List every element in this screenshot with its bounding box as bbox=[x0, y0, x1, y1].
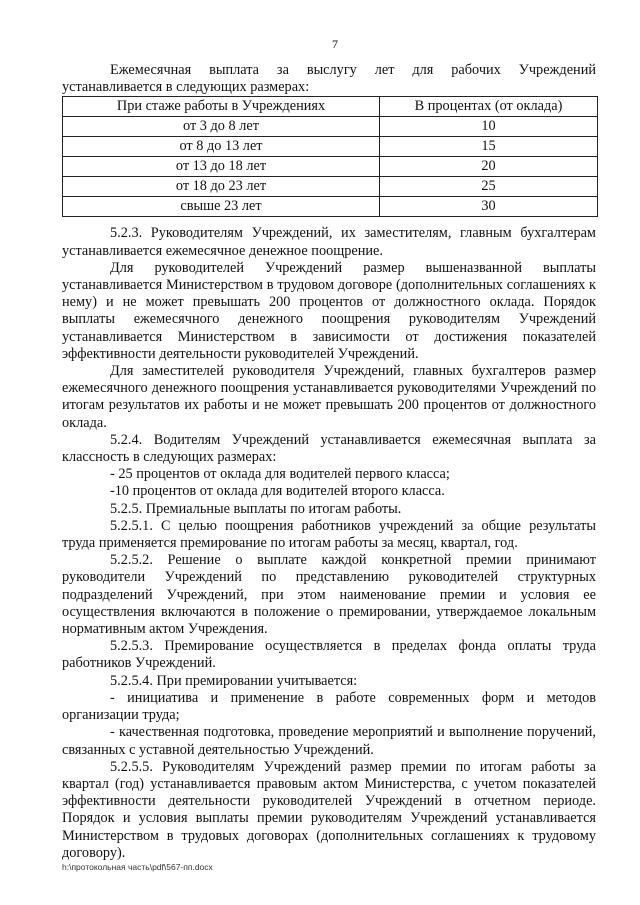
table-row bbox=[63, 117, 598, 137]
list-item-initiative: - инициатива и применение в работе современных форм и методов организации труда; bbox=[62, 689, 596, 724]
table-header-experience: При стаже работы в Учреждениях bbox=[63, 97, 380, 117]
paragraph-heads-bonus: Для руководителей Учреждений размер вышеназванной выплаты устанавливается Министерством в трудовом договоре (дополнительных соглашениях к нему) и не может превышать 200 процентов от должностного оклада. Порядок выплаты ежемесячного денежного поощрения руководителям Учреждений устанавливается Министерством в зависимости от достижения показателей эффективности деятельности руководителей Учреждений. bbox=[62, 259, 596, 362]
table-cell-experience: свыше 23 лет bbox=[63, 197, 380, 217]
paragraph-5-2-5-4: 5.2.5.4. При премировании учитывается: bbox=[110, 672, 358, 689]
list-item-quality: - качественная подготовка, проведение мероприятий и выполнение поручений, связанных с уставной деятельностью Учреждений. bbox=[62, 724, 596, 758]
table-row bbox=[63, 137, 598, 157]
list-item-first-class: - 25 процентов от оклада для водителей первого класса; bbox=[110, 466, 450, 483]
table-header-row bbox=[63, 97, 598, 117]
table-cell-experience: от 3 до 8 лет bbox=[63, 117, 380, 137]
paragraph-5-2-3: 5.2.3. Руководителям Учреждений, их заместителям, главным бухгалтерам устанавливается ежемесячное денежное поощрение. bbox=[62, 225, 596, 259]
table-cell-percent: 25 bbox=[380, 177, 598, 197]
table-cell-experience: от 8 до 13 лет bbox=[63, 137, 380, 157]
table-row bbox=[63, 157, 598, 177]
page-body bbox=[62, 62, 596, 862]
paragraph-5-2-5-3: 5.2.5.3. Премирование осуществляется в пределах фонда оплаты труда работников Учреждений. bbox=[62, 638, 596, 672]
table-row bbox=[63, 177, 598, 197]
table-row bbox=[63, 197, 598, 217]
footer-file-path: h:\протокольная часть\pdf\567-пп.docx bbox=[62, 862, 213, 872]
paragraph-5-2-5-1: 5.2.5.1. С целью поощрения работников учреждений за общие результаты труда применяется премирование по итогам работы за месяц, квартал, год. bbox=[62, 517, 596, 552]
paragraph-5-2-4: 5.2.4. Водителям Учреждений устанавливается ежемесячная выплата за классность в следующих размерах: bbox=[62, 431, 596, 466]
table-cell-percent: 30 bbox=[380, 197, 598, 217]
paragraph-5-2-5: 5.2.5. Премиальные выплаты по итогам работы. bbox=[110, 500, 402, 517]
intro-paragraph: Ежемесячная выплата за выслугу лет для рабочих Учреждений устанавливается в следующих размерах: bbox=[62, 62, 596, 96]
table-cell-experience: от 18 до 23 лет bbox=[63, 177, 380, 197]
table-cell-experience: от 13 до 18 лет bbox=[63, 157, 380, 177]
table-cell-percent: 15 bbox=[380, 137, 598, 157]
list-item-second-class: -10 процентов от оклада для водителей второго класса. bbox=[110, 483, 445, 500]
table-header-percent: В процентах (от оклада) bbox=[380, 97, 598, 117]
page-number: 7 bbox=[332, 37, 338, 51]
service-length-table bbox=[62, 96, 598, 217]
paragraph-5-2-5-5: 5.2.5.5. Руководителям Учреждений размер премии по итогам работы за квартал (год) устанавливается правовым актом Министерства, с учетом показателей эффективности деятельности руководителей Учреждений в отчетном периоде. Порядок и условия выплаты премии руководителям Учреждений устанавливается Министерством в трудовых договорах (дополнительных соглашениях к трудовому договору). bbox=[62, 758, 596, 861]
paragraph-5-2-5-2: 5.2.5.2. Решение о выплате каждой конкретной премии принимают руководители Учреждений по представлению руководителей структурных подразделений Учреждений, при этом наименование премии и условия ее осуществления включаются в положение о премировании, утверждаемое локальным нормативным актом Учреждения. bbox=[62, 552, 596, 638]
table-cell-percent: 20 bbox=[380, 157, 598, 177]
paragraph-deputies-bonus: Для заместителей руководителя Учреждений, главных бухгалтеров размер ежемесячного денежного поощрения устанавливается руководителями Учреждений по итогам результатов их работы и не может превышать 200 процентов от должностного оклада. bbox=[62, 363, 596, 431]
table-cell-percent: 10 bbox=[380, 117, 598, 137]
